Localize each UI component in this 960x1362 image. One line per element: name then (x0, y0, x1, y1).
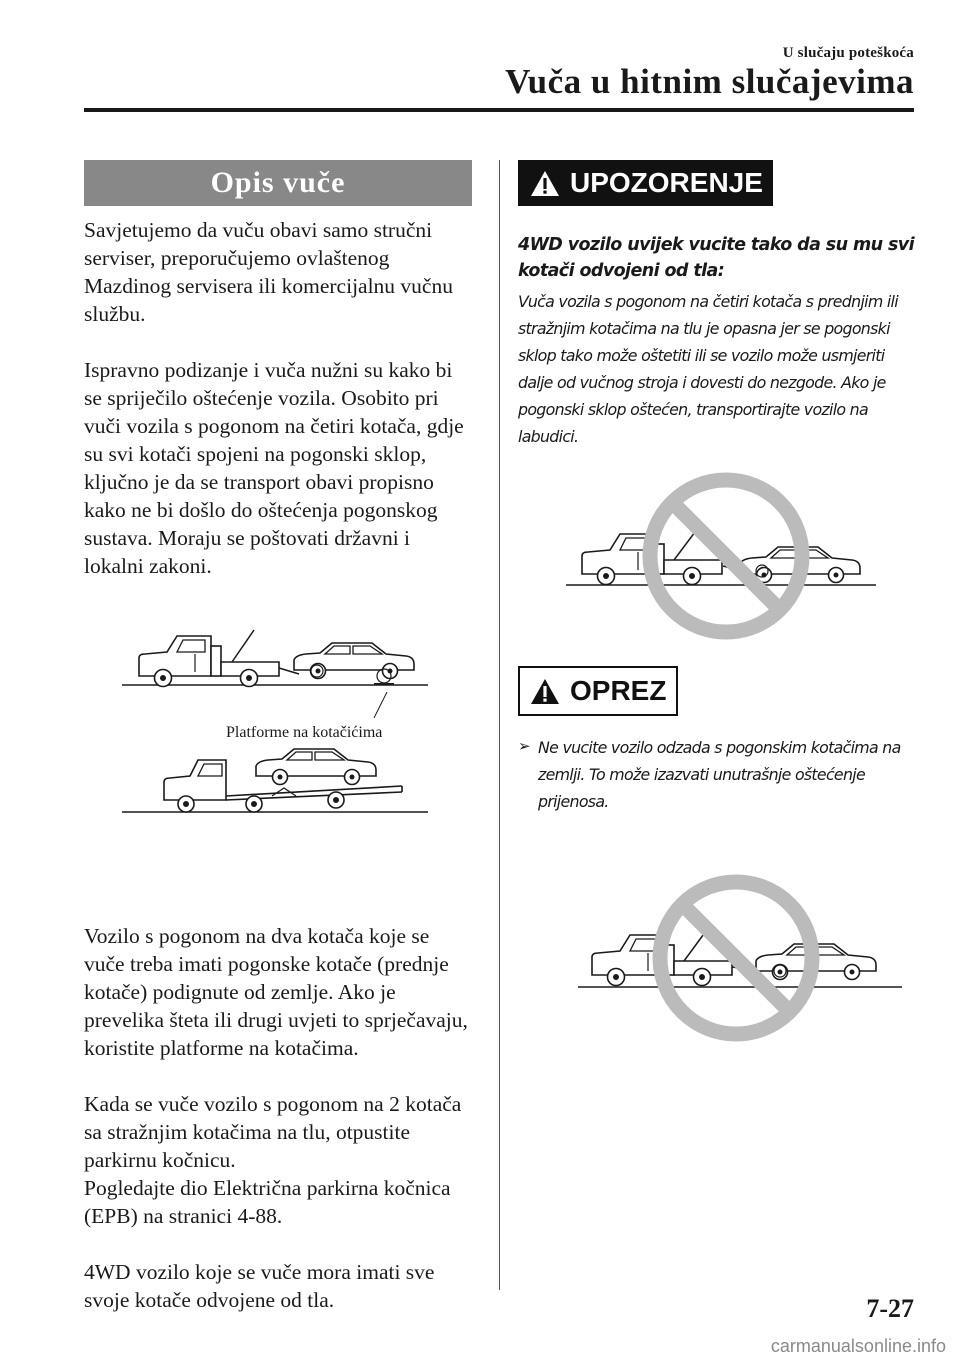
warning-label: UPOZORENJE (570, 167, 763, 198)
caution-text: Ne vucite vozilo odzada s pogonskim kotačima na zemlji. To može izazvati unutrašnje oštećenje prijenosa. (538, 738, 901, 811)
caution-triangle-icon (530, 678, 560, 705)
page-number: 7-27 (866, 1294, 914, 1323)
paragraph-epb-reference: Pogledajte dio Električna parkirna kočnica (EPB) na stranici 4-88. (84, 1176, 451, 1228)
paragraph-4wd: 4WD vozilo koje se vuče mora imati sve svoje kotače odvojene od tla. (84, 1260, 435, 1312)
warning-badge (518, 160, 773, 206)
paragraph-proper-towing: Ispravno podizanje i vuča nužni su kako bi se spriječilo oštećenje vozila. Osobito pri vuči vozila s pogonom na četiri kotača, gdje su svi kotači spojeni na pogonski sklop, ključno je da se transport obavi propisno kako ne bi došlo do oštećenja pogonskog sustava. Moraju se poštovati državni i lokalni zakoni. (84, 358, 464, 578)
warning-text: Vuča vozila s pogonom na četiri kotača s prednjim ili stražnjim kotačima na tlu je opasna jer se pogonski sklop tako može oštetiti ili se vozilo može usmjeriti dalje od vučnog stroja i dovesti do nezgode. Ako je pogonski sklop oštećen, transportirajte vozilo na labudici. (518, 292, 898, 446)
dolly-caption: Platforme na kotačićima (226, 724, 383, 741)
illustration-rear-tow-prohibited (518, 863, 916, 1043)
illustration-4wd-prohibited (518, 466, 916, 646)
paragraph-parking-brake: Kada se vuče vozilo s pogonom na 2 kotača sa stražnjim kotačima na tlu, otpustite parkirnu kočnicu. (84, 1092, 462, 1172)
illustration-towing-methods (84, 600, 472, 900)
caution-label: OPREZ (570, 675, 667, 706)
warning-heading: 4WD vozilo uvijek vucite tako da su mu svi kotači odvojeni od tla: (518, 235, 914, 281)
page-title: Vuča u hitnim slučajevima (505, 62, 914, 101)
left-column (84, 160, 472, 1314)
section-title: Opis vuče (84, 160, 472, 206)
section-label: U slučaju poteškoća (782, 45, 914, 61)
warning-triangle-icon (530, 170, 560, 197)
caution-bullet: ➢ (518, 739, 531, 755)
prohibited-tow-illustration (518, 466, 916, 646)
paragraph-two-wheel-drive: Vozilo s pogonom na dva kotača koje se vuče treba imati pogonske kotače (prednje kotače) podignute od zemlje. Ako je prevelika šteta ili drugi uvjeti to sprječavaju, koristite platforme na kotačima. (84, 924, 468, 1060)
prohibited-rear-tow-illustration (518, 863, 916, 1043)
watermark: carmanualsonline.info (770, 1336, 946, 1356)
header-rule (84, 108, 914, 112)
right-column (518, 160, 916, 1043)
tow-truck-illustration (84, 600, 472, 900)
caution-item (518, 734, 916, 815)
column-divider (499, 160, 500, 1290)
paragraph-towing-service: Savjetujemo da vuču obavi samo stručni serviser, preporučujemo ovlaštenog Mazdinog servisera ili komercijalnu vučnu službu. (84, 218, 453, 326)
caution-badge (518, 666, 678, 716)
